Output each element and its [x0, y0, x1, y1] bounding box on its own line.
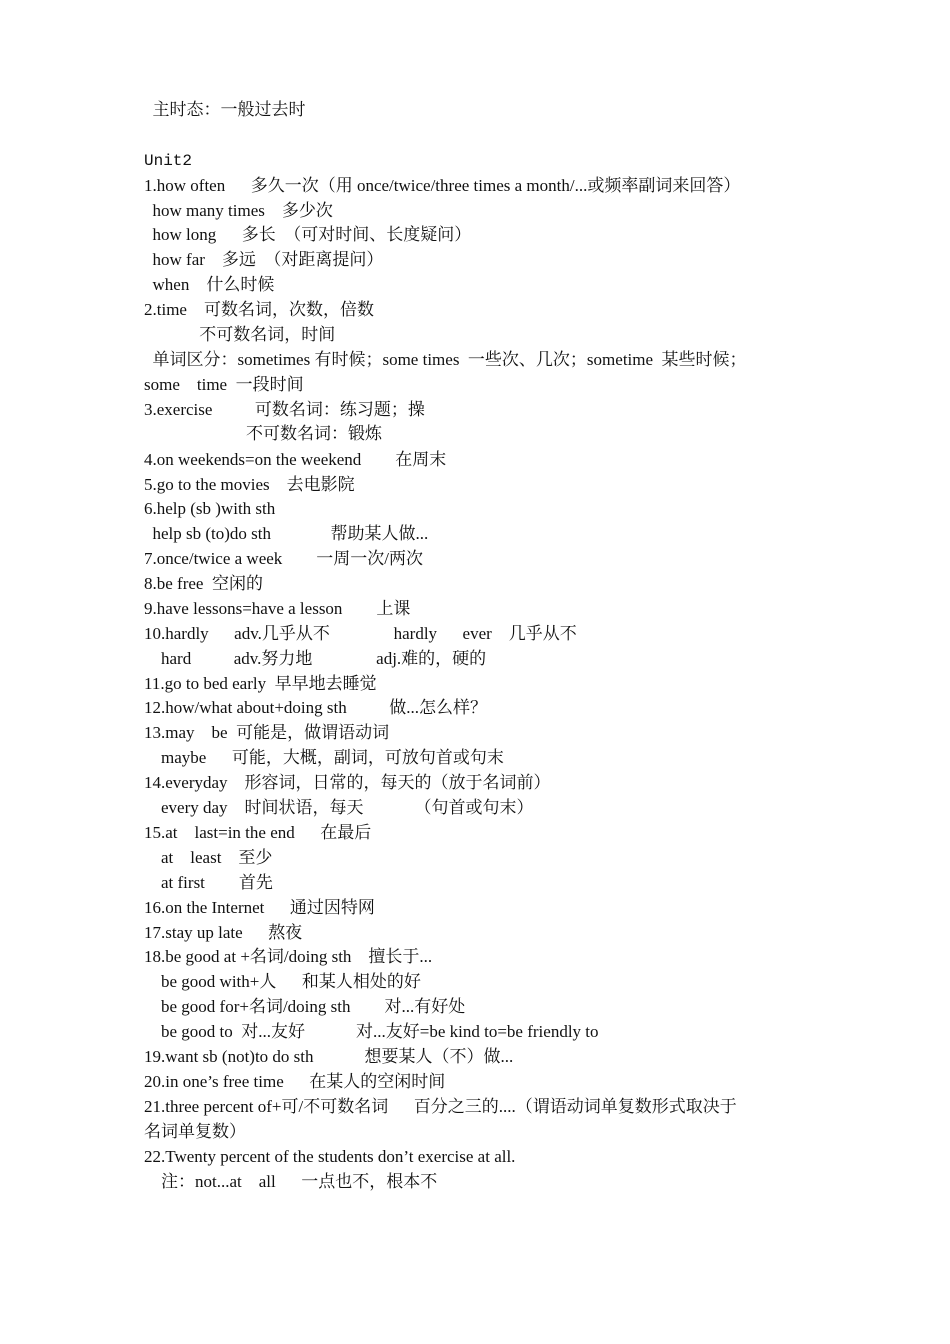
- note-line: 13.may be 可能是，做谓语动词: [144, 723, 390, 742]
- note-line: 7.once/twice a week 一周一次/两次: [144, 549, 424, 568]
- note-line: be good for+名词/doing sth 对...有好处: [144, 997, 466, 1016]
- note-line: how far 多远 （对距离提问）: [144, 250, 384, 269]
- note-line: 10.hardly adv.几乎从不 hardly ever 几乎从不: [144, 624, 577, 643]
- note-line: 17.stay up late 熬夜: [144, 923, 303, 942]
- note-line: maybe 可能，大概，副词，可放句首或句末: [144, 748, 504, 767]
- main-tense-line: 主时态：一般过去时: [144, 100, 306, 119]
- note-line: every day 时间状语，每天 （句首或句末）: [144, 798, 534, 817]
- note-line: 不可数名词，时间: [144, 325, 336, 344]
- note-line: 14.everyday 形容词，日常的，每天的（放于名词前）: [144, 773, 551, 792]
- note-line: when 什么时候: [144, 275, 275, 294]
- note-line: 1.how often 多久一次（用 once/twice/three times a month/...或频率副词来回答）: [144, 176, 741, 195]
- note-line: 3.exercise 可数名词：练习题；操: [144, 400, 425, 419]
- unit-heading: Unit2: [144, 152, 193, 170]
- note-line: be good with+人 和某人相处的好: [144, 972, 421, 991]
- note-line: 不可数名词：锻炼: [144, 424, 382, 443]
- note-line: 单词区分：sometimes 有时候；some times 一些次、几次；sometime 某些时候；: [144, 350, 747, 369]
- note-line: 16.on the Internet 通过因特网: [144, 898, 375, 917]
- note-line: at first 首先: [144, 873, 273, 892]
- note-line: 注：not...at all 一点也不，根本不: [144, 1172, 438, 1191]
- note-line: 5.go to the movies 去电影院: [144, 475, 355, 494]
- note-line: 12.how/what about+doing sth 做...怎么样？: [144, 698, 487, 717]
- note-line: 22.Twenty percent of the students don’t exercise at all.: [144, 1147, 516, 1166]
- note-line: how many times 多少次: [144, 201, 333, 220]
- note-line: 名词单复数）: [144, 1122, 246, 1141]
- note-line: 9.have lessons=have a lesson 上课: [144, 599, 411, 618]
- note-line: help sb (to)do sth 帮助某人做...: [144, 524, 429, 543]
- note-line: 18.be good at +名词/doing sth 擅长于...: [144, 947, 433, 966]
- note-line: 4.on weekends=on the weekend 在周末: [144, 450, 447, 469]
- note-line: 8.be free 空闲的: [144, 574, 263, 593]
- note-line: 11.go to bed early 早早地去睡觉: [144, 674, 377, 693]
- note-line: 2.time 可数名词，次数，倍数: [144, 300, 374, 319]
- note-line: 19.want sb (not)to do sth 想要某人（不）做...: [144, 1047, 514, 1066]
- note-line: some time 一段时间: [144, 375, 304, 394]
- note-line: at least 至少: [144, 848, 273, 867]
- note-line: 15.at last=in the end 在最后: [144, 823, 372, 842]
- note-line: 20.in one’s free time 在某人的空闲时间: [144, 1072, 446, 1091]
- note-line: be good to 对...友好 对...友好=be kind to=be friendly to: [144, 1022, 599, 1041]
- note-line: 6.help (sb )with sth: [144, 499, 276, 518]
- note-line: 21.three percent of+可/不可数名词 百分之三的....（谓语动词单复数形式取决于: [144, 1097, 737, 1116]
- note-line: hard adv.努力地 adj.难的，硬的: [144, 649, 487, 668]
- note-line: how long 多长 （可对时间、长度疑问）: [144, 225, 472, 244]
